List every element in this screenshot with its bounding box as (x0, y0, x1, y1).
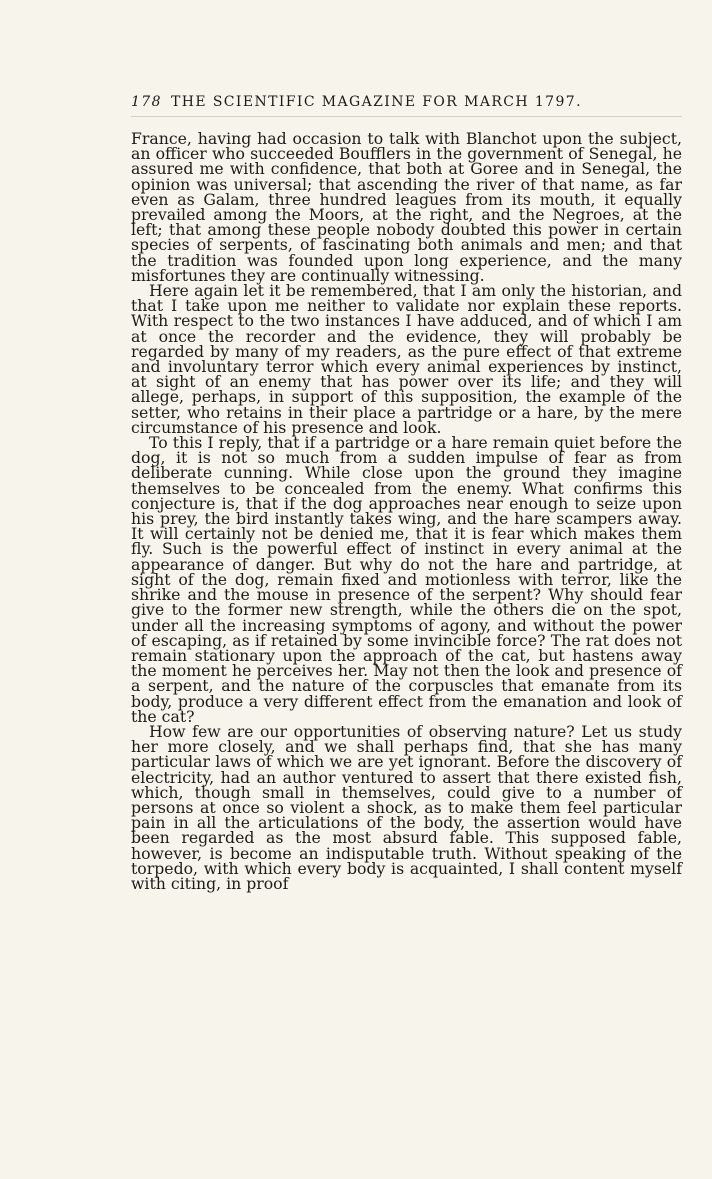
paragraph-3: To this I reply, that if a partridge or a hare remain quiet before the dog, it is not so much from a sudden impulse of fear as from deliberate cunning. While close upon the ground they imagine themselves to be concealed from the enemy. What confirms this conjecture is, that if the dog approaches near enough to seize upon his prey, the bird instantly takes wing, and the hare scampers away. It will certainly not be denied me, that it is fear which makes them fly. Such is the powerful effect of instinct in every animal at the appearance of danger. But why do not the hare and partridge, at sight of the dog, remain fixed and motionless with terror, like the shrike and the mouse in presence of the serpent? Why should fear give to the former new strength, while the others die on the spot, under all the increasing symptoms of agony, and without the power of escaping, as if retained by some invincible force? The rat does not remain stationary upon the approach of the cat, but hastens away the moment he perceives her. May not then the look and presence of a serpent, and the nature of the corpuscles that emanate from its body, produce a very different effect from the emanation and look of the cat? (131, 433, 682, 726)
paragraph-4: How few are our opportunities of observing nature? Let us study her more closely, and we shall perhaps find, that she has many particular laws of which we are yet ignorant. Before the discovery of electricity, had an author ventured to assert that there existed fish, which, though small in themselves, could give to a number of persons at once so violent a shock, as to make them feel particular pain in all the articulations of the body, the assertion would have been regarded as the most absurd fable. This supposed fable, however, is become an indisputable truth. Without speaking of the torpedo, with which every body is acquainted, I shall content myself with citing, in proof (131, 721, 682, 893)
paragraph-2: Here again let it be remembered, that I am only the historian, and that I take upon me neither to validate nor explain these reports. With respect to the two instances I have adduced, and of which I am at once the recorder and the evidence, they will probably be regarded by many of my readers, as the pure effect of that extreme and involuntary terror which every animal experiences by instinct, at sight of an enemy that has power over its life; and they will allege, perhaps, in support of this supposition, the example of the setter, who retains in their place a partridge or a hare, by the mere circumstance of his presence and look. (131, 281, 682, 437)
magazine-title: THE SCIENTIFIC MAGAZINE FOR MARCH 1797. (171, 94, 582, 110)
running-head (131, 92, 682, 117)
body-text (131, 131, 682, 891)
page-number: 178 (131, 94, 162, 110)
paragraph-1: France, having had occasion to talk with Blanchot upon the subject, an officer who succeeded Boufflers in the government of Senegal, he assured me with confidence, that both at Goree and in Senegal, the opinion was universal; that ascending the river of that name, as far even as Galam, three hundred leagues from its mouth, it equally prevailed among the Moors, at the right, and the Negroes, at the left; that among these people nobody doubted this power in certain species of serpents, of fascinating both animals and men; and that the tradition was founded upon long experience, and the many misfortunes they are continually witnessing. (131, 129, 682, 285)
